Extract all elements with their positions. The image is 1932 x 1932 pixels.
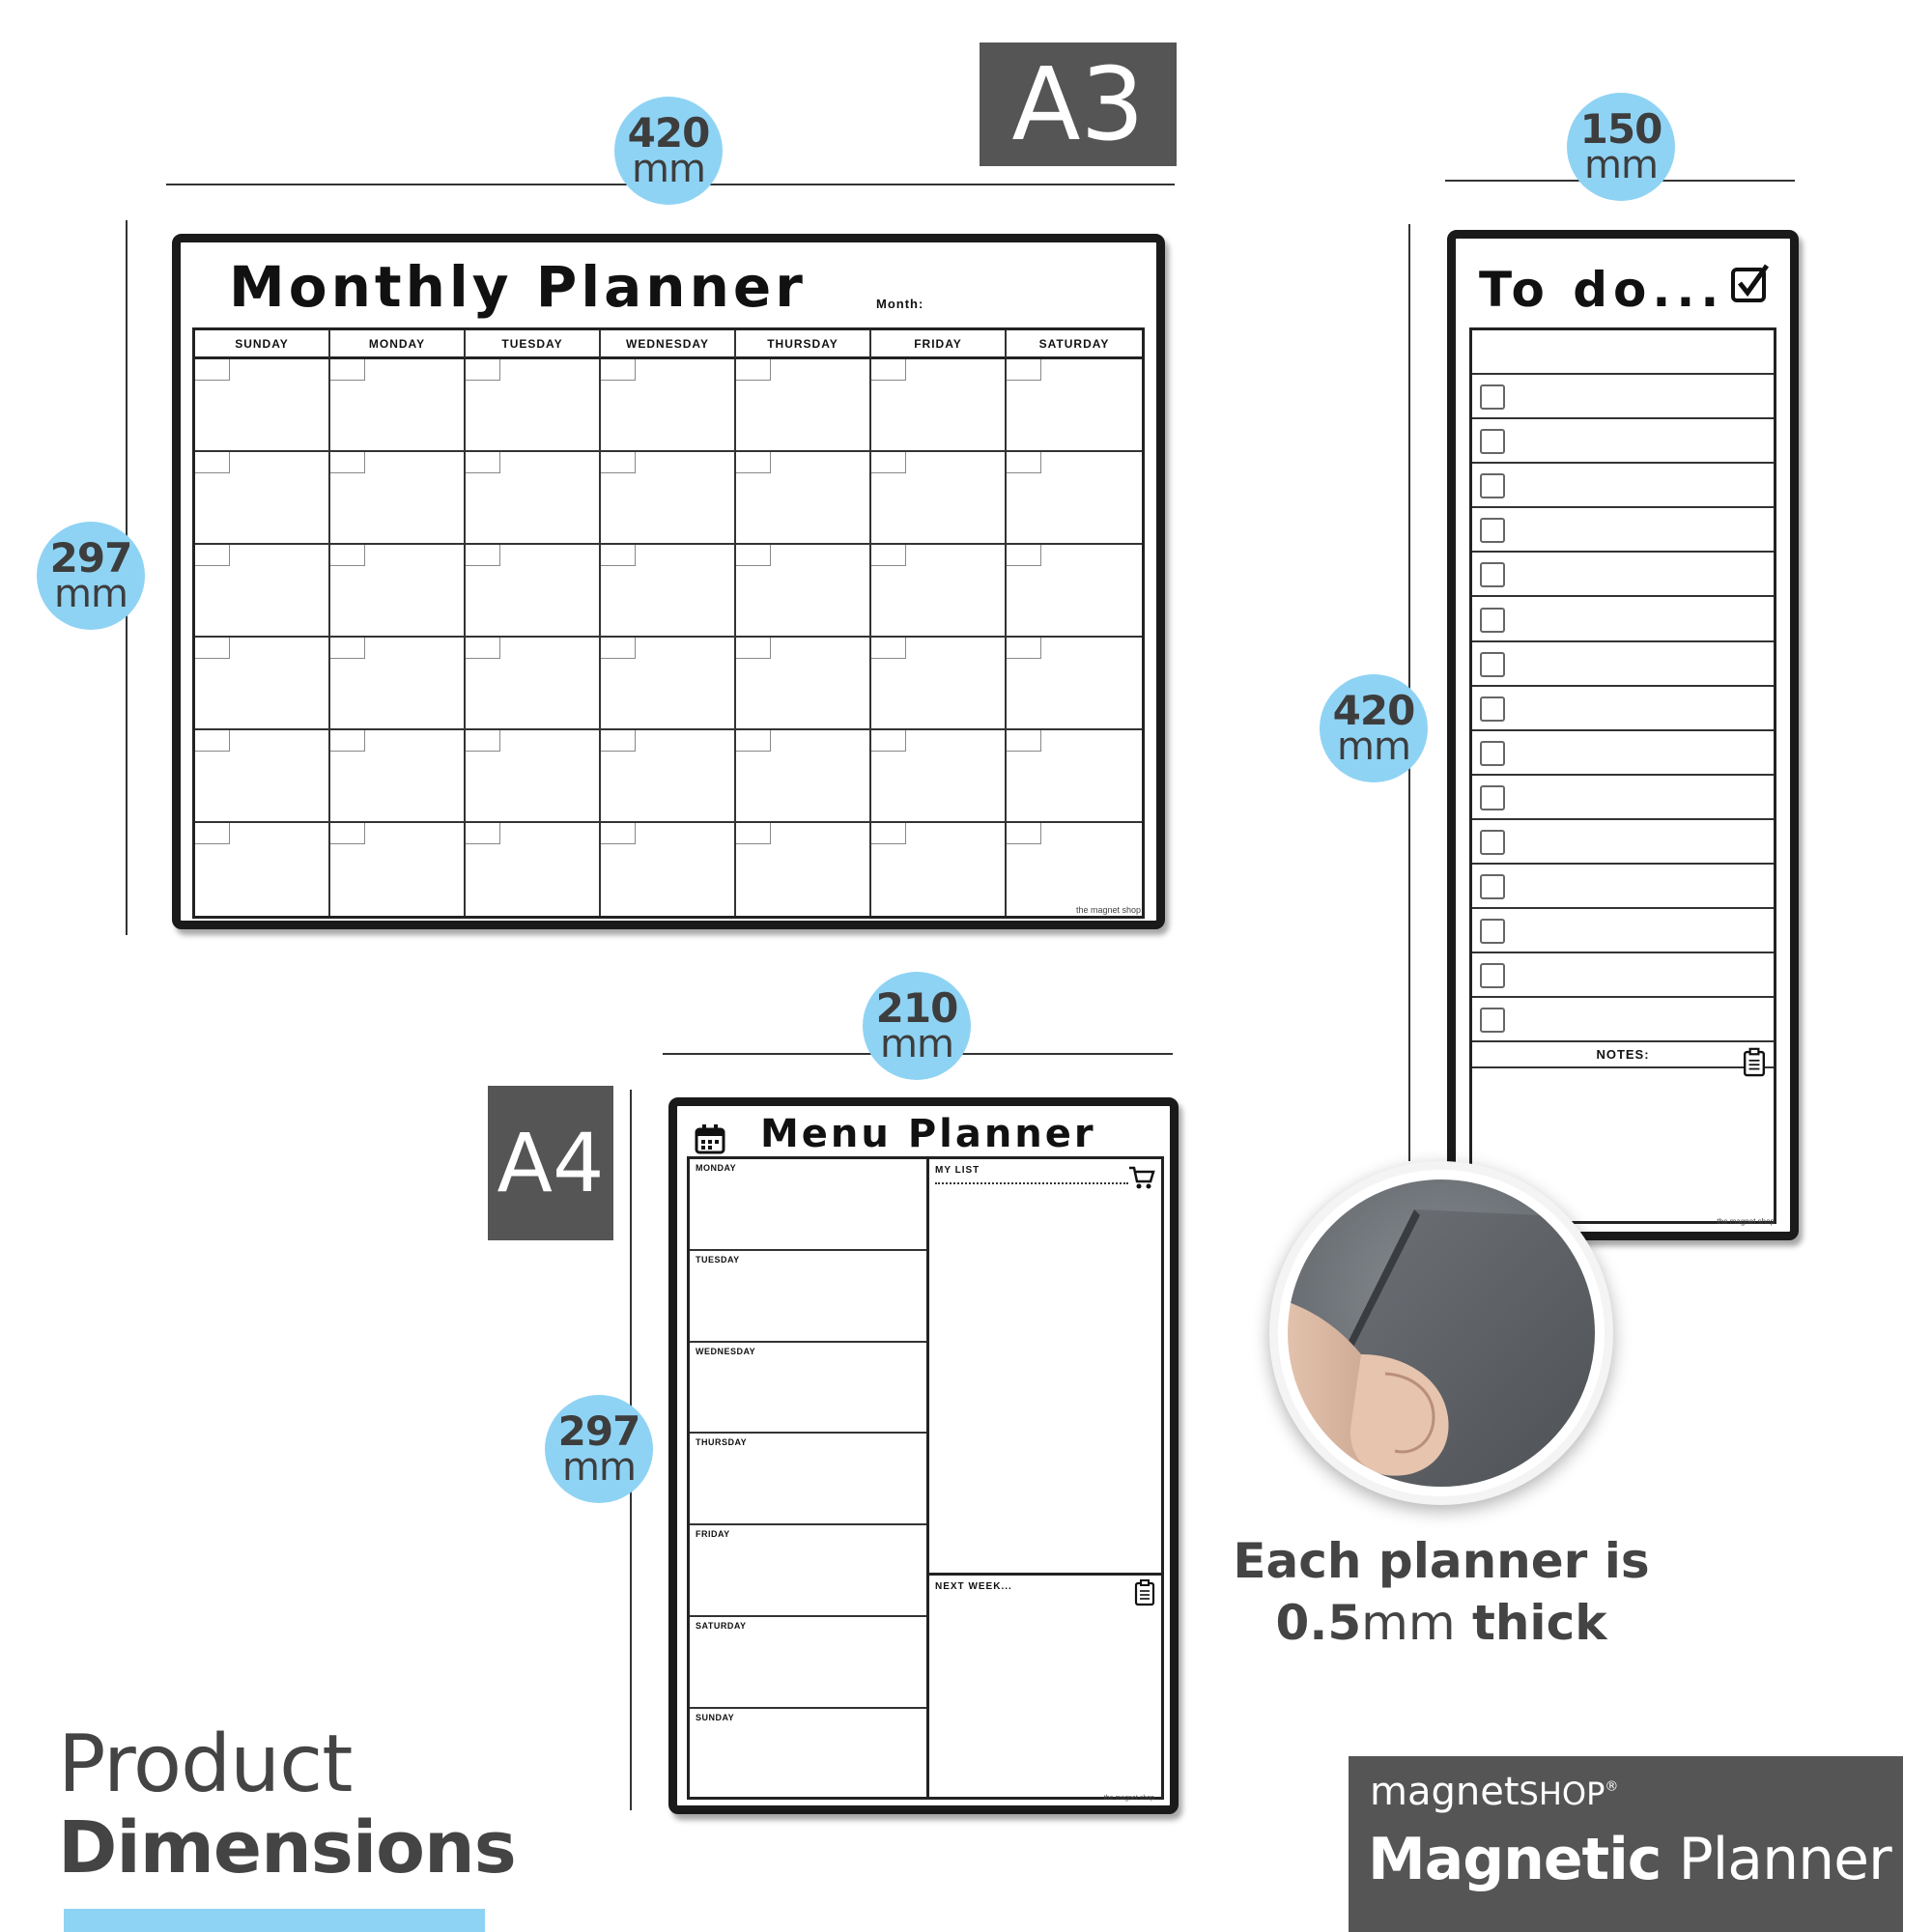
todo-list	[1469, 327, 1776, 1224]
date-box	[330, 452, 365, 473]
thickness-unit: mm	[1361, 1595, 1456, 1651]
todo-checkbox[interactable]	[1480, 608, 1505, 633]
calendar-day-cell[interactable]	[195, 359, 330, 452]
calendar-day-cell[interactable]	[330, 730, 466, 823]
calendar-day-cell[interactable]	[466, 359, 601, 452]
brand-product	[1368, 1826, 1891, 1893]
heading-accent-bar	[64, 1909, 485, 1932]
menu-footer: the magnet shop	[1103, 1795, 1154, 1802]
todo-checkbox[interactable]	[1480, 963, 1505, 988]
calendar-day-cell[interactable]	[466, 638, 601, 730]
date-box	[195, 545, 230, 566]
menu-days-column	[687, 1156, 928, 1800]
calendar-day-header: SUNDAY	[195, 330, 330, 359]
my-list-dotted-line	[935, 1182, 1128, 1184]
todo-planner	[1447, 230, 1799, 1240]
todo-item-row[interactable]	[1472, 553, 1774, 597]
todo-item-row[interactable]	[1472, 419, 1774, 464]
calendar-day-header: TUESDAY	[466, 330, 601, 359]
date-box	[871, 545, 906, 566]
menu-day-row[interactable]	[690, 1434, 928, 1525]
calendar-day-cell[interactable]	[330, 823, 466, 916]
todo-height-bubble	[1320, 674, 1428, 782]
todo-checkbox[interactable]	[1480, 652, 1505, 677]
calendar-day-cell[interactable]	[330, 359, 466, 452]
calendar-day-cell[interactable]	[736, 823, 871, 916]
todo-header-row	[1472, 330, 1774, 375]
todo-width-bubble	[1567, 93, 1675, 201]
todo-checkbox[interactable]	[1480, 518, 1505, 543]
calendar-day-cell[interactable]	[1007, 545, 1142, 638]
a4-size-tag	[488, 1086, 613, 1240]
calendar-day-header: THURSDAY	[736, 330, 871, 359]
todo-checkbox[interactable]	[1480, 696, 1505, 722]
date-box	[466, 359, 500, 381]
a3-width-bubble	[614, 97, 723, 205]
a4-width-value: 210	[875, 984, 958, 1033]
date-box	[601, 823, 636, 844]
date-box	[466, 823, 500, 844]
calendar-day-cell[interactable]	[871, 823, 1007, 916]
calendar-day-cell[interactable]	[871, 452, 1007, 545]
calendar-day-cell[interactable]	[736, 638, 871, 730]
menu-day-row[interactable]	[690, 1343, 928, 1435]
date-box	[330, 638, 365, 659]
todo-checkbox[interactable]	[1480, 874, 1505, 899]
todo-checkbox[interactable]	[1480, 785, 1505, 810]
a4-size-tag-text: A4	[497, 1116, 605, 1210]
thickness-number: 0.5	[1275, 1595, 1362, 1651]
thickness-photo	[1269, 1161, 1613, 1505]
calendar-day-header: MONDAY	[330, 330, 466, 359]
menu-day-row[interactable]	[690, 1159, 928, 1251]
calendar-day-cell[interactable]	[1007, 823, 1142, 916]
next-week-panel	[926, 1573, 1164, 1800]
calendar-day-cell[interactable]	[871, 638, 1007, 730]
date-box	[736, 359, 771, 381]
date-box	[601, 730, 636, 752]
todo-checkbox[interactable]	[1480, 429, 1505, 454]
date-box	[466, 452, 500, 473]
date-box	[195, 638, 230, 659]
menu-day-row[interactable]	[690, 1525, 928, 1617]
date-box	[736, 730, 771, 752]
todo-item-row[interactable]	[1472, 375, 1774, 419]
menu-day-label: FRIDAY	[696, 1529, 730, 1540]
date-box	[601, 545, 636, 566]
todo-item-row[interactable]	[1472, 820, 1774, 865]
todo-item-row[interactable]	[1472, 953, 1774, 998]
date-box	[736, 823, 771, 844]
menu-day-label: THURSDAY	[696, 1437, 748, 1448]
calendar-day-cell[interactable]	[601, 638, 736, 730]
calendar-day-cell[interactable]	[736, 730, 871, 823]
menu-day-label: MONDAY	[696, 1163, 737, 1173]
date-box	[1007, 452, 1041, 473]
date-box	[330, 359, 365, 381]
clipboard-icon	[1134, 1579, 1155, 1606]
a4-height-unit: mm	[562, 1444, 636, 1490]
calendar-day-cell[interactable]	[601, 823, 736, 916]
calendar-day-cell[interactable]	[601, 452, 736, 545]
todo-checkbox[interactable]	[1480, 384, 1505, 410]
todo-item-row[interactable]	[1472, 776, 1774, 820]
calendar-day-cell[interactable]	[195, 545, 330, 638]
todo-item-row[interactable]	[1472, 731, 1774, 776]
date-box	[871, 638, 906, 659]
todo-item-row[interactable]	[1472, 642, 1774, 687]
date-box	[1007, 730, 1041, 752]
todo-item-row[interactable]	[1472, 464, 1774, 508]
date-box	[601, 638, 636, 659]
menu-day-row[interactable]	[690, 1709, 928, 1801]
date-box	[1007, 638, 1041, 659]
date-box	[466, 730, 500, 752]
my-list-panel	[926, 1156, 1164, 1576]
date-box	[195, 359, 230, 381]
a3-width-unit: mm	[632, 146, 705, 191]
calendar-day-cell[interactable]	[736, 452, 871, 545]
calendar-day-cell[interactable]	[871, 359, 1007, 452]
calendar-day-cell[interactable]	[736, 545, 871, 638]
brand-name-right: SHOP	[1519, 1776, 1605, 1812]
calendar-day-header: SATURDAY	[1007, 330, 1142, 359]
a3-height-unit: mm	[54, 571, 128, 616]
date-box	[736, 545, 771, 566]
a4-height-value: 297	[557, 1407, 640, 1456]
next-week-label: NEXT WEEK...	[935, 1581, 1012, 1592]
thickness-text	[1198, 1530, 1685, 1654]
date-box	[601, 359, 636, 381]
calendar-day-cell[interactable]	[871, 730, 1007, 823]
calendar-day-cell[interactable]	[330, 638, 466, 730]
brand-product-bold: Magnetic	[1368, 1826, 1662, 1893]
date-box	[871, 823, 906, 844]
todo-height-value: 420	[1332, 687, 1415, 735]
brand-tm: ®	[1605, 1778, 1619, 1795]
calendar-day-cell[interactable]	[1007, 730, 1142, 823]
todo-height-unit: mm	[1337, 724, 1410, 769]
shopping-cart-icon	[1128, 1165, 1155, 1190]
calendar-day-cell[interactable]	[736, 359, 871, 452]
menu-day-label: SATURDAY	[696, 1621, 747, 1631]
calendar-day-cell[interactable]	[330, 545, 466, 638]
calendar-day-cell[interactable]	[1007, 638, 1142, 730]
todo-item-row[interactable]	[1472, 598, 1774, 642]
menu-day-row[interactable]	[690, 1617, 928, 1709]
notes-header	[1472, 1043, 1774, 1068]
brand-logo	[1370, 1770, 1618, 1814]
date-box	[195, 730, 230, 752]
todo-width-unit: mm	[1584, 142, 1658, 187]
date-box	[601, 452, 636, 473]
calendar-day-cell[interactable]	[466, 730, 601, 823]
date-box	[195, 823, 230, 844]
todo-item-row[interactable]	[1472, 865, 1774, 909]
todo-checkbox[interactable]	[1480, 562, 1505, 587]
calendar-day-cell[interactable]	[195, 638, 330, 730]
monthly-planner	[172, 234, 1165, 929]
thickness-line-1: Each planner is	[1233, 1533, 1650, 1589]
menu-planner	[668, 1097, 1179, 1814]
calendar-day-cell[interactable]	[1007, 452, 1142, 545]
thickness-rest: thick	[1455, 1595, 1607, 1651]
calendar-day-cell[interactable]	[601, 730, 736, 823]
checkbox-tick-icon	[1730, 262, 1773, 304]
date-box	[330, 545, 365, 566]
calendar-icon	[695, 1123, 725, 1154]
a4-height-bubble	[545, 1395, 653, 1503]
calendar-day-cell[interactable]	[466, 545, 601, 638]
date-box	[871, 452, 906, 473]
date-box	[330, 730, 365, 752]
monthly-planner-title: Monthly Planner	[229, 254, 807, 320]
a3-height-value: 297	[49, 534, 132, 582]
todo-checkbox[interactable]	[1480, 473, 1505, 498]
date-box	[1007, 823, 1041, 844]
date-box	[466, 638, 500, 659]
calendar-grid	[192, 327, 1145, 919]
date-box	[1007, 359, 1041, 381]
calendar-day-cell[interactable]	[871, 545, 1007, 638]
date-box	[195, 452, 230, 473]
product-dimensions-heading	[58, 1719, 516, 1889]
thickness-line-2	[1198, 1592, 1685, 1654]
a3-width-value: 420	[627, 109, 710, 157]
calendar-day-cell[interactable]	[601, 545, 736, 638]
heading-line-1: Product	[58, 1719, 353, 1810]
calendar-day-cell[interactable]	[195, 452, 330, 545]
calendar-day-cell[interactable]	[466, 452, 601, 545]
monthly-footer: the magnet shop	[1075, 905, 1141, 915]
calendar-day-header: FRIDAY	[871, 330, 1007, 359]
notes-label: NOTES:	[1596, 1046, 1650, 1062]
a3-size-tag-text: A3	[1011, 45, 1145, 163]
a3-height-bubble	[37, 522, 145, 630]
todo-item-row[interactable]	[1472, 508, 1774, 553]
todo-checkbox[interactable]	[1480, 741, 1505, 766]
month-label: Month:	[876, 297, 924, 311]
todo-checkbox[interactable]	[1480, 830, 1505, 855]
brand-product-light: Planner	[1661, 1826, 1891, 1893]
date-box	[871, 730, 906, 752]
heading-line-2: Dimensions	[58, 1806, 516, 1889]
calendar-day-cell[interactable]	[1007, 359, 1142, 452]
my-list-label: MY LIST	[935, 1165, 980, 1176]
date-box	[736, 452, 771, 473]
todo-checkbox[interactable]	[1480, 919, 1505, 944]
date-box	[466, 545, 500, 566]
todo-checkbox[interactable]	[1480, 1008, 1505, 1033]
calendar-day-cell[interactable]	[195, 730, 330, 823]
menu-day-label: WEDNESDAY	[696, 1346, 756, 1356]
date-box	[1007, 545, 1041, 566]
todo-width-value: 150	[1579, 105, 1662, 154]
a4-width-bubble	[863, 972, 971, 1080]
menu-day-label: SUNDAY	[696, 1712, 735, 1722]
calendar-day-cell[interactable]	[601, 359, 736, 452]
menu-day-row[interactable]	[690, 1251, 928, 1343]
calendar-day-cell[interactable]	[195, 823, 330, 916]
brand-badge	[1349, 1756, 1903, 1932]
brand-name-left: magnet	[1370, 1770, 1520, 1814]
menu-planner-title: Menu Planner	[760, 1112, 1096, 1156]
menu-day-label: TUESDAY	[696, 1254, 740, 1264]
a4-width-unit: mm	[880, 1021, 953, 1066]
todo-item-row[interactable]	[1472, 687, 1774, 731]
date-box	[736, 638, 771, 659]
date-box	[871, 359, 906, 381]
a3-size-tag	[980, 43, 1177, 166]
todo-item-row[interactable]	[1472, 998, 1774, 1042]
todo-item-row[interactable]	[1472, 909, 1774, 953]
magnet-sheet-photo-icon	[1269, 1161, 1613, 1505]
calendar-day-header: WEDNESDAY	[601, 330, 736, 359]
calendar-day-cell[interactable]	[466, 823, 601, 916]
todo-title: To do...	[1479, 262, 1725, 318]
todo-footer: the magnet shop	[1717, 1217, 1775, 1226]
date-box	[330, 823, 365, 844]
calendar-day-cell[interactable]	[330, 452, 466, 545]
